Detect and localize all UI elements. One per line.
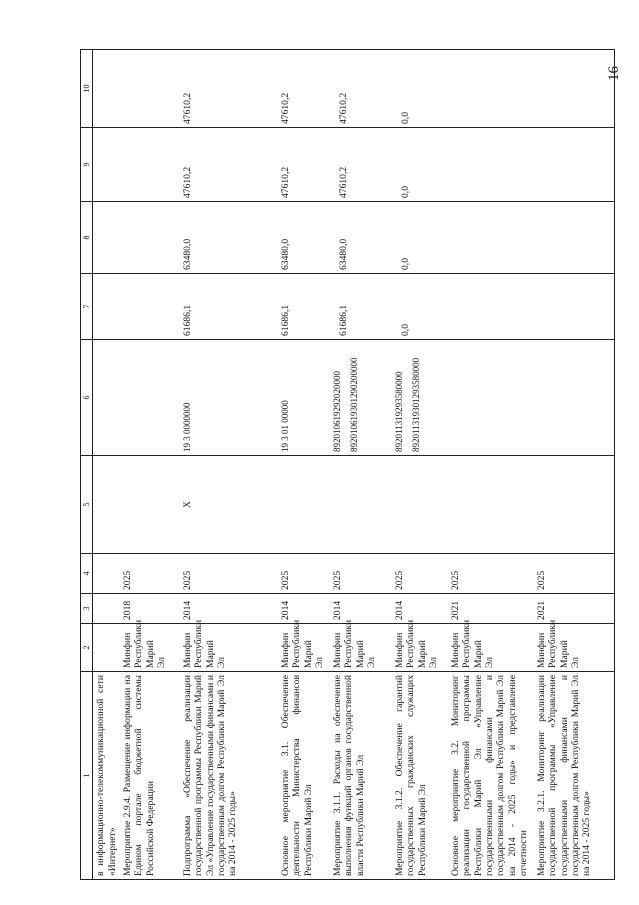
- amount-cell: [392, 274, 448, 340]
- amount-cell: [180, 202, 278, 274]
- amount-cell: [330, 274, 392, 340]
- end-year-cell: 2025: [448, 554, 534, 594]
- amount-cell: [448, 274, 534, 340]
- amount-cell: [180, 50, 278, 128]
- marker-cell: [534, 456, 614, 554]
- end-year-cell: [93, 554, 120, 594]
- budget-code: 892010619292020000: [332, 371, 343, 452]
- row-title-cell: Мероприятие 2.9.4. Размещение информации на Едином портале бюджетной системы Российской Федерации: [120, 672, 180, 880]
- row-title-cell: Мероприятие 3.2.1. Мониторинг реализации государственной программы «Управление государственными финансами и государственным долгом Республики Марий Эл на 2014 - 2025 годы»: [534, 672, 614, 880]
- budget-code-cell: [93, 340, 120, 456]
- budget-code-cell: [330, 340, 392, 456]
- marker-cell: Х: [180, 456, 278, 554]
- amount-cell: [180, 274, 278, 340]
- budget-code-cell: [534, 340, 614, 456]
- amount-value: 47610,2: [280, 92, 292, 124]
- table-row: [448, 50, 534, 880]
- amount-cell: [448, 202, 534, 274]
- budget-code-cell: [278, 340, 330, 456]
- amount-cell: [120, 274, 180, 340]
- amount-cell: [448, 128, 534, 202]
- row-title-cell: Основное мероприятие 3.1. Обеспечение деятельности Министерства финансов Республики Марий Эл: [278, 672, 330, 880]
- amount-value: 47610,2: [280, 166, 292, 198]
- amount-value: 63480,0: [182, 238, 194, 270]
- end-year-cell: 2025: [392, 554, 448, 594]
- table-row: [330, 50, 392, 880]
- amount-cell: [120, 128, 180, 202]
- amount-cell: [278, 274, 330, 340]
- amount-value: 47610,2: [338, 92, 350, 124]
- amount-cell: [534, 50, 614, 128]
- executor-cell: Минфин Республики Марий Эл: [120, 624, 180, 672]
- col-header: 1: [81, 672, 93, 880]
- executor-cell: Минфин Республики Марий Эл: [448, 624, 534, 672]
- amount-cell: [93, 274, 120, 340]
- row-title-cell: в информационно-телекоммуникационной сети «Интернет»: [93, 672, 120, 880]
- table-row: [180, 50, 278, 880]
- amount-value: 61686,1: [280, 304, 292, 336]
- start-year-cell: [93, 594, 120, 624]
- column-number-row: [81, 50, 93, 880]
- amount-cell: [278, 128, 330, 202]
- end-year-cell: 2025: [180, 554, 278, 594]
- start-year-cell: 2021: [448, 594, 534, 624]
- amount-cell: [392, 128, 448, 202]
- col-header: 9: [81, 128, 93, 202]
- amount-cell: [278, 50, 330, 128]
- amount-value: 63480,0: [280, 238, 292, 270]
- table-row: [278, 50, 330, 880]
- budget-code: 19 3 01 00000: [280, 400, 291, 452]
- budget-code-cell: [180, 340, 278, 456]
- amount-value: 63480,0: [338, 238, 350, 270]
- col-header: 4: [81, 554, 93, 594]
- start-year-cell: 2014: [330, 594, 392, 624]
- marker-cell: [278, 456, 330, 554]
- amount-cell: [392, 50, 448, 128]
- table-row: [392, 50, 448, 880]
- col-header: 3: [81, 594, 93, 624]
- page-number: 16: [606, 66, 622, 82]
- amount-value: 47610,2: [182, 92, 194, 124]
- amount-cell: [93, 50, 120, 128]
- executor-cell: Минфин Республики Марий Эл: [180, 624, 278, 672]
- start-year-cell: 2014: [180, 594, 278, 624]
- table-row: [93, 50, 120, 880]
- amount-value: 47610,2: [338, 166, 350, 198]
- table-row: [534, 50, 614, 880]
- budget-table: [80, 49, 615, 880]
- row-title-cell: Подпрограмма «Обеспечение реализации государственной программы Республики Марий Эл «Управление государственными финансами и государственным долгом Республики Марий Эл на 2014 - 2025 годы»: [180, 672, 278, 880]
- amount-cell: [330, 202, 392, 274]
- budget-code-cell: [448, 340, 534, 456]
- amount-value: 47610,2: [182, 166, 194, 198]
- col-header: 7: [81, 274, 93, 340]
- start-year-cell: 2014: [392, 594, 448, 624]
- budget-code: 892011319301293580000: [410, 357, 421, 452]
- amount-cell: [278, 202, 330, 274]
- executor-cell: Минфин Республики Марий Эл: [392, 624, 448, 672]
- budget-code-cell: [120, 340, 180, 456]
- start-year-cell: 2021: [534, 594, 614, 624]
- marker-cell: [448, 456, 534, 554]
- marker-cell: [120, 456, 180, 554]
- col-header: 5: [81, 456, 93, 554]
- budget-code-cell: [392, 340, 448, 456]
- col-header: 8: [81, 202, 93, 274]
- amount-cell: [330, 50, 392, 128]
- amount-value: 0,0: [400, 186, 412, 198]
- amount-cell: [120, 50, 180, 128]
- amount-value: 61686,1: [338, 304, 350, 336]
- table-row: [120, 50, 180, 880]
- amount-cell: [534, 274, 614, 340]
- amount-cell: [330, 128, 392, 202]
- amount-cell: [534, 202, 614, 274]
- col-header: 10: [81, 50, 93, 128]
- rotated-table-container: [80, 50, 600, 880]
- amount-value: 0,0: [400, 112, 412, 124]
- executor-cell: Минфин Республики Марий Эл: [278, 624, 330, 672]
- end-year-cell: 2025: [534, 554, 614, 594]
- amount-value: 61686,1: [182, 304, 194, 336]
- budget-code: 892010619301290200000: [348, 357, 359, 452]
- amount-cell: [93, 128, 120, 202]
- amount-cell: [93, 202, 120, 274]
- amount-cell: [392, 202, 448, 274]
- marker-cell: [93, 456, 120, 554]
- amount-cell: [120, 202, 180, 274]
- col-header: 2: [81, 624, 93, 672]
- end-year-cell: 2025: [120, 554, 180, 594]
- marker-cell: [392, 456, 448, 554]
- start-year-cell: 2018: [120, 594, 180, 624]
- executor-cell: Минфин Республики Марий Эл: [330, 624, 392, 672]
- amount-value: 0,0: [400, 258, 412, 270]
- budget-code: 19 3 0000000: [182, 402, 193, 452]
- amount-value: 0,0: [400, 324, 412, 336]
- start-year-cell: 2014: [278, 594, 330, 624]
- col-header: 6: [81, 340, 93, 456]
- amount-cell: [180, 128, 278, 202]
- budget-code: 892011319293580000: [394, 371, 405, 452]
- executor-cell: [93, 624, 120, 672]
- end-year-cell: 2025: [330, 554, 392, 594]
- executor-cell: Минфин Республики Марий Эл: [534, 624, 614, 672]
- end-year-cell: 2025: [278, 554, 330, 594]
- amount-cell: [448, 50, 534, 128]
- marker-cell: [330, 456, 392, 554]
- row-title-cell: Мероприятие 3.1.1. Расходы на обеспечение выполнения функций органов государственной власти Республики Марий Эл: [330, 672, 392, 880]
- amount-cell: [534, 128, 614, 202]
- row-title-cell: Основное мероприятие 3.2. Мониторинг реализации государственной программы Республики Марий Эл «Управление государственными финансами и государственным долгом Республики Марий Эл на 2014 - 2025 годы» и представление отчетности: [448, 672, 534, 880]
- row-title-cell: Мероприятие 3.1.2. Обеспечение гарантий государственных гражданских служащих Республики Марий Эл: [392, 672, 448, 880]
